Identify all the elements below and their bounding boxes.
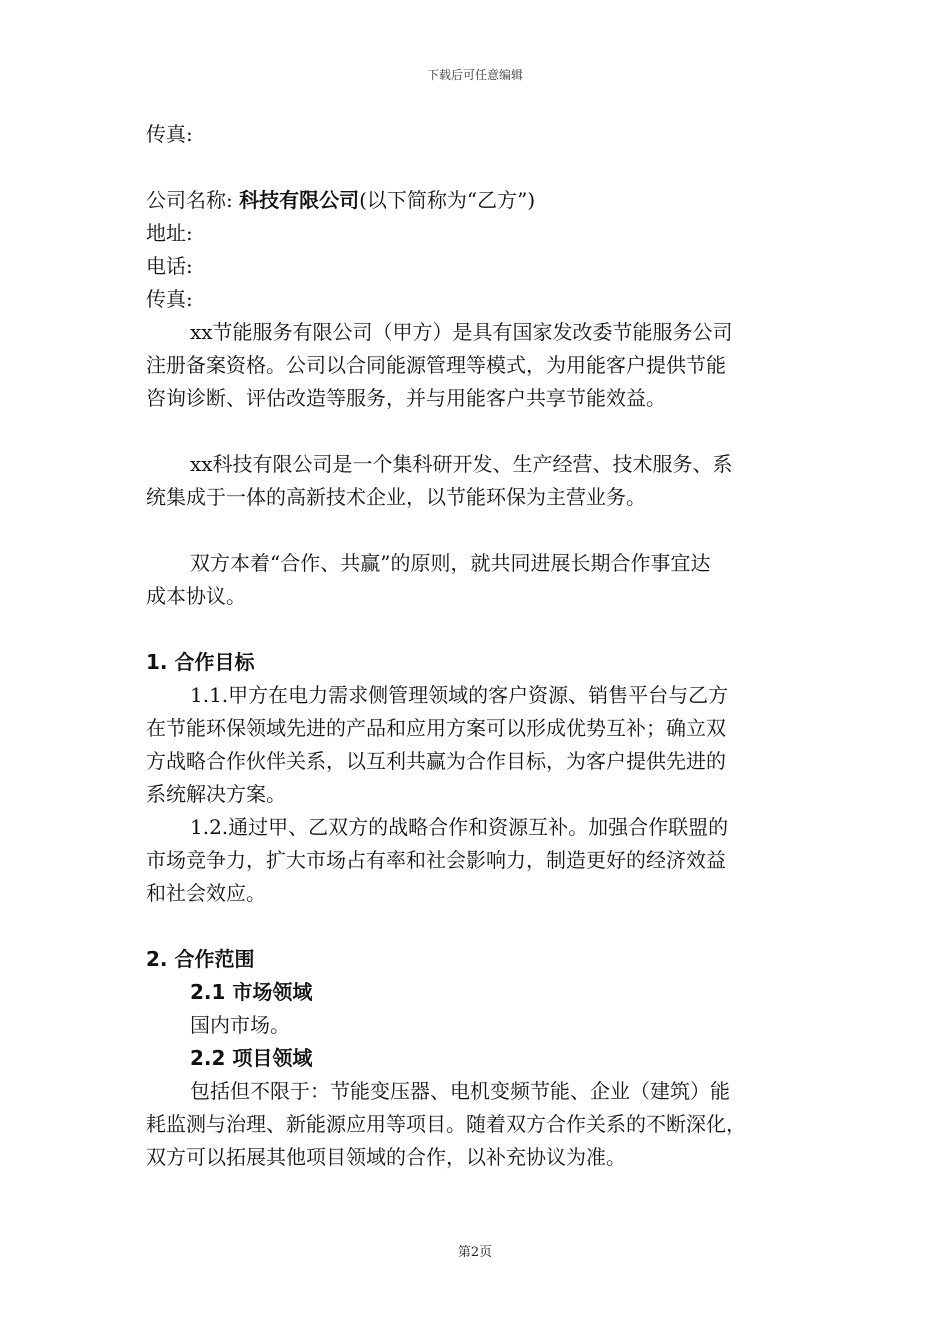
section-1-item1-line: 在节能环保领域先进的产品和应用方案可以形成优势互补；确立双	[146, 716, 726, 740]
intro-p1-line: xx节能服务有限公司（甲方）是具有国家发改委节能服务公司	[190, 320, 733, 344]
section-2-sub2-line: 双方可以拓展其他项目领域的合作，以补充协议为准。	[146, 1145, 626, 1169]
intro-p2-line: xx科技有限公司是一个集科研开发、生产经营、技术服务、系	[190, 452, 733, 476]
section-2-sub1-text: 国内市场。	[190, 1013, 290, 1037]
section-1-item2-line: 和社会效应。	[146, 881, 266, 905]
party-a-fax: 传真:	[146, 122, 193, 146]
section-1-item1-line: 1.1.甲方在电力需求侧管理领域的客户资源、销售平台与乙方	[190, 683, 729, 707]
section-2-sub2-line: 耗监测与治理、新能源应用等项目。随着双方合作关系的不断深化，	[146, 1112, 746, 1136]
page-number: 第2页	[457, 1245, 493, 1260]
party-b-name-suffix: (以下简称为“乙方”)	[359, 188, 536, 212]
section-1-item1-line: 系统解决方案。	[146, 782, 286, 806]
intro-p3-line: 双方本着“合作、共赢”的原则，就共同进展长期合作事宜达	[190, 551, 711, 575]
section-2-heading: 2. 合作范围	[146, 947, 255, 971]
spacer	[146, 151, 826, 184]
section-2-sub2-title: 2.2 项目领域	[190, 1046, 313, 1070]
party-b-phone: 电话:	[146, 254, 193, 278]
intro-p3-line: 成本协议。	[146, 584, 246, 608]
intro-p2-line: 统集成于一体的高新技术企业，以节能环保为主营业务。	[146, 485, 646, 509]
spacer	[146, 415, 826, 448]
section-1-item2-line: 1.2.通过甲、乙双方的战略合作和资源互补。加强合作联盟的	[190, 815, 729, 839]
party-b-name-value: 科技有限公司	[239, 188, 360, 212]
section-2-sub1-title: 2.1 市场领域	[190, 980, 313, 1004]
section-1-item1-line: 方战略合作伙伴关系，以互利共赢为合作目标，为客户提供先进的	[146, 749, 726, 773]
section-1-heading: 1. 合作目标	[146, 650, 255, 674]
intro-p1-line: 注册备案资格。公司以合同能源管理等模式，为用能客户提供节能	[146, 353, 726, 377]
intro-p1-line: 咨询诊断、评估改造等服务，并与用能客户共享节能效益。	[146, 386, 666, 410]
party-b-address: 地址:	[146, 221, 193, 245]
party-b-fax: 传真:	[146, 287, 193, 311]
section-2-sub2-line: 包括但不限于：节能变压器、电机变频节能、企业（建筑）能	[190, 1079, 730, 1103]
party-b-name-label: 公司名称:	[146, 188, 233, 212]
spacer	[146, 910, 826, 943]
spacer	[146, 514, 826, 547]
page-header: 下载后可任意编辑	[426, 68, 523, 82]
party-b-name	[146, 184, 826, 217]
document-body	[146, 118, 826, 1174]
spacer	[146, 613, 826, 646]
section-1-item2-line: 市场竞争力，扩大市场占有率和社会影响力，制造更好的经济效益	[146, 848, 726, 872]
